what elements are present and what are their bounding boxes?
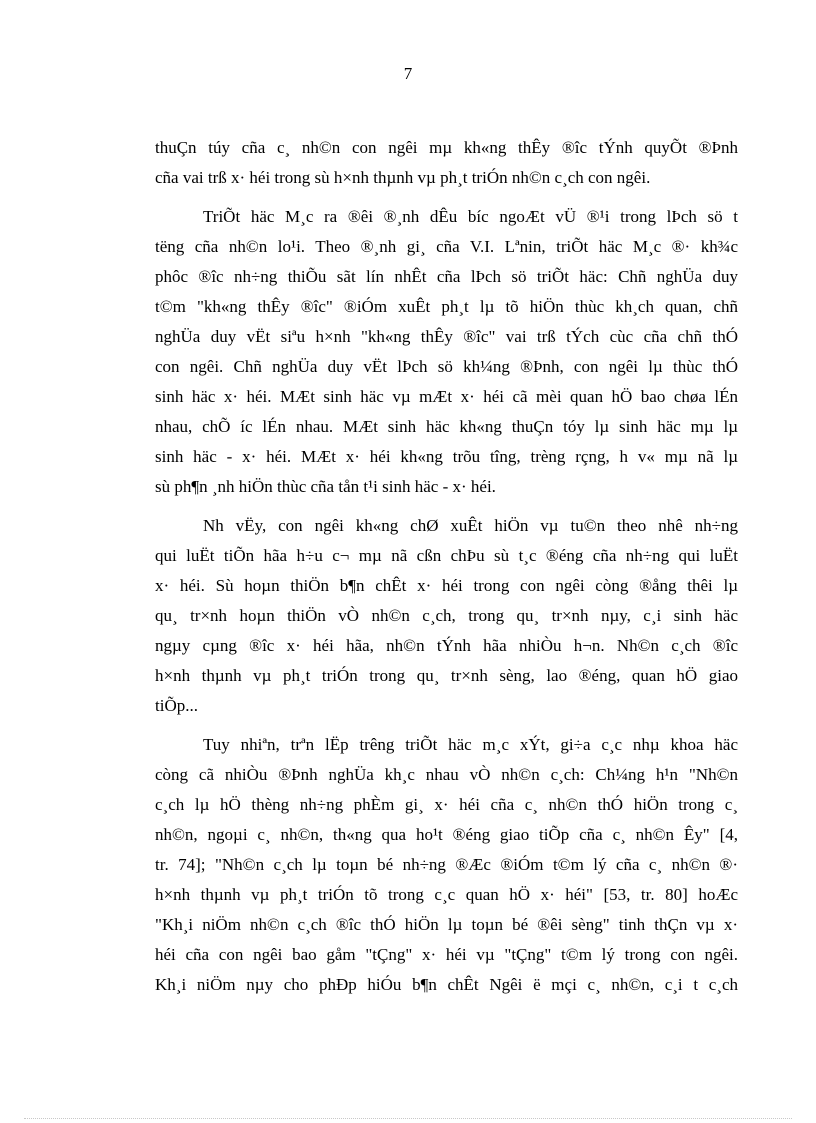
text-line: tëng cña nh©n lo¹i. Theo ®¸nh gi¸ cña V.I. Lªnin, triÕt häc M¸c ®· kh¾c	[155, 237, 738, 256]
text-line: tiÕp...	[155, 696, 198, 715]
page-number: 7	[403, 64, 413, 83]
text-line: h×nh thµnh vµ ph¸t triÓn trong qu¸ tr×nh sèng, lao ®éng, quan hÖ giao	[155, 666, 738, 685]
text-line: nh©n, ngoµi c¸ nh©n, th«ng qua ho¹t ®éng giao tiÕp cña c¸ nh©n Êy" [4,	[155, 825, 738, 844]
text-line: sinh häc - x· héi. MÆt x· héi kh«ng trõu tîng, trèng rçng, h v« mµ nã lµ	[155, 447, 738, 466]
footer-divider	[24, 1118, 792, 1119]
text-line: thuÇn túy cña c¸ nh©n con ngêi mµ kh«ng thÊy ®îc tÝnh quyÕt ®Þnh	[155, 138, 738, 157]
text-line: t©m "kh«ng thÊy ®îc" ®iÓm xuÊt ph¸t lµ tõ hiÖn thùc kh¸ch quan, chñ	[155, 297, 738, 316]
text-line: x· héi. Sù hoµn thiÖn b¶n chÊt x· héi trong con ngêi còng ®ång thêi lµ	[155, 576, 738, 595]
text-line: cña vai trß x· héi trong sù h×nh thµnh vµ ph¸t triÓn nh©n c¸ch con ngêi.	[155, 168, 651, 187]
body-text	[155, 133, 738, 1009]
paragraph-1	[155, 133, 738, 193]
text-line: phôc ®îc nh÷ng thiÕu sãt lín nhÊt cña lÞch sö triÕt häc: Chñ nghÜa duy	[155, 267, 738, 286]
text-line: sinh häc x· héi. MÆt sinh häc vµ mÆt x· héi cã mèi quan hÖ bao chøa lÉn	[155, 387, 738, 406]
text-line: ngµy cµng ®îc x· héi hãa, nh©n tÝnh hãa nhiÒu h¬n. Nh©n c¸ch ®îc	[155, 636, 738, 655]
text-line: con ngêi. Chñ nghÜa duy vËt lÞch sö kh¼ng ®Þnh, con ngêi lµ thùc thÓ	[155, 357, 738, 376]
text-line: h×nh thµnh vµ ph¸t triÓn tõ trong c¸c quan hÖ x· héi" [53, tr. 80] hoÆc	[155, 885, 738, 904]
text-line: qui luËt tiÕn hãa h÷u c¬ mµ nã cßn chÞu sù t¸c ®éng cña nh÷ng qui luËt	[155, 546, 738, 565]
text-line: TriÕt häc M¸c ra ®êi ®¸nh dÊu bíc ngoÆt vÜ ®¹i trong lÞch sö t	[203, 207, 738, 226]
paragraph-2	[155, 202, 738, 502]
text-line: "Kh¸i niÖm nh©n c¸ch ®îc thÓ hiÖn lµ toµn bé ®êi sèng" tinh thÇn vµ x·	[155, 915, 738, 934]
paragraph-3	[155, 511, 738, 721]
text-line: héi cña con ngêi bao gåm "tÇng" x· héi vµ "tÇng" t©m lý trong con ngêi.	[155, 945, 738, 964]
paragraph-4	[155, 730, 738, 1000]
text-line: sù ph¶n ¸nh hiÖn thùc cña tån t¹i sinh häc - x· héi.	[155, 477, 496, 496]
text-line: Kh¸i niÖm nµy cho phÐp hiÓu b¶n chÊt Ngêi ë mçi c¸ nh©n, c¸i t c¸ch	[155, 975, 738, 994]
text-line: nhau, chÕ íc lÉn nhau. MÆt sinh häc kh«ng thuÇn tóy lµ sinh häc mµ lµ	[155, 417, 738, 436]
text-line: nghÜa duy vËt siªu h×nh "kh«ng thÊy ®îc" vai trß tÝch cùc cña chñ thÓ	[155, 327, 738, 346]
text-line: tr. 74]; "Nh©n c¸ch lµ toµn bé nh÷ng ®Æc ®iÓm t©m lý cña c¸ nh©n ®·	[155, 855, 738, 874]
text-line: Tuy nhiªn, trªn lËp trêng triÕt häc m¸c xÝt, gi÷a c¸c nhµ khoa häc	[203, 735, 738, 754]
text-line: còng cã nhiÒu ®Þnh nghÜa kh¸c nhau vÒ nh©n c¸ch: Ch¼ng h¹n "Nh©n	[155, 765, 738, 784]
text-line: qu¸ tr×nh hoµn thiÖn vÒ nh©n c¸ch, trong qu¸ tr×nh nµy, c¸i sinh häc	[155, 606, 738, 625]
text-line: c¸ch lµ hÖ thèng nh÷ng phÈm gi¸ x· héi cña c¸ nh©n thÓ hiÖn trong c¸	[155, 795, 738, 814]
text-line: Nh vËy, con ngêi kh«ng chØ xuÊt hiÖn vµ tu©n theo nhê nh÷ng	[203, 516, 738, 535]
